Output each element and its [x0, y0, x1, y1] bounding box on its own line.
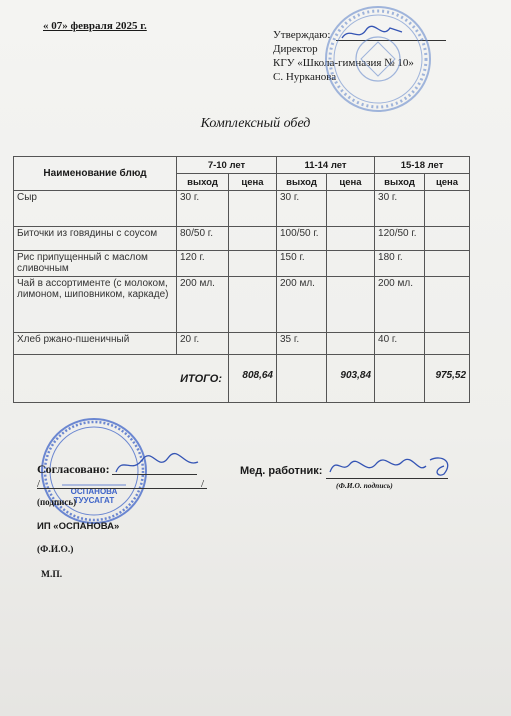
ip-stamp-name: ТУУСАГАТ	[73, 496, 115, 505]
document-title: Комплексный обед	[200, 116, 311, 131]
supplier-signature-icon	[112, 450, 202, 480]
price-cell	[425, 227, 470, 251]
fio-caption: (Ф.И.О.)	[37, 545, 74, 555]
seal-place-caption: М.П.	[41, 570, 63, 580]
price-cell	[425, 277, 470, 333]
school-stamp-icon	[323, 4, 433, 114]
approval-line: КГУ «Школа-гимназия № 10»	[273, 57, 414, 69]
table-row	[14, 277, 470, 333]
medic-signature-icon	[326, 452, 461, 482]
dish-name: Чай в ассортименте (с молоком, лимоном, шиповником, каркаде)	[14, 277, 177, 333]
price-cell	[229, 277, 277, 333]
yield-cell: 30 г.	[375, 191, 425, 227]
table-row	[14, 251, 470, 277]
menu-table	[13, 156, 470, 403]
price-cell	[327, 277, 375, 333]
total-value: 903,84	[327, 355, 375, 403]
empty-cell	[375, 355, 425, 403]
table-row	[14, 227, 470, 251]
signature-caption: (подпись)	[37, 497, 77, 507]
yield-cell: 30 г.	[177, 191, 229, 227]
age-group-header: 15-18 лет	[375, 157, 470, 174]
yield-cell: 20 г.	[177, 333, 229, 355]
table-row	[14, 333, 470, 355]
price-cell	[425, 251, 470, 277]
approval-line: Утверждаю:	[273, 29, 331, 41]
director-signature-icon	[338, 22, 408, 44]
dish-name: Рис припущенный с маслом сливочным	[14, 251, 177, 277]
medic-signature-caption: (Ф.И.О. подпись)	[336, 481, 393, 490]
price-cell	[327, 333, 375, 355]
total-row	[14, 355, 470, 403]
empty-cell	[277, 355, 327, 403]
yield-cell: 150 г.	[277, 251, 327, 277]
yield-cell: 200 мл.	[177, 277, 229, 333]
yield-cell: 200 мл.	[277, 277, 327, 333]
supplier-name: ИП «ОСПАНОВА»	[37, 521, 120, 532]
approval-line: С. Нурканова	[273, 71, 337, 83]
yield-cell: 120 г.	[177, 251, 229, 277]
supplier-name-line	[37, 488, 207, 489]
agreed-label: Согласовано:	[37, 462, 110, 476]
price-cell	[327, 191, 375, 227]
yield-cell: 35 г.	[277, 333, 327, 355]
total-label: ИТОГО:	[14, 355, 229, 403]
dish-name: Хлеб ржано-пшеничный	[14, 333, 177, 355]
total-value: 975,52	[425, 355, 470, 403]
price-cell	[229, 227, 277, 251]
price-cell	[425, 333, 470, 355]
price-header: цена	[327, 174, 375, 191]
age-group-header: 7-10 лет	[177, 157, 277, 174]
document-date: « 07» февраля 2025 г.	[43, 20, 147, 32]
yield-header: выход	[177, 174, 229, 191]
price-cell	[229, 251, 277, 277]
ip-stamp-name: ОСПАНОВА	[70, 487, 118, 496]
dish-column-header: Наименование блюд	[14, 157, 177, 191]
slash-mark: /	[37, 478, 41, 490]
yield-header: выход	[277, 174, 327, 191]
price-header: цена	[229, 174, 277, 191]
yield-cell: 100/50 г.	[277, 227, 327, 251]
price-cell	[229, 333, 277, 355]
dish-name: Биточки из говядины с соусом	[14, 227, 177, 251]
yield-header: выход	[375, 174, 425, 191]
yield-cell: 120/50 г.	[375, 227, 425, 251]
price-cell	[229, 191, 277, 227]
price-header: цена	[425, 174, 470, 191]
price-cell	[327, 227, 375, 251]
yield-cell: 40 г.	[375, 333, 425, 355]
approval-line: Директор	[273, 43, 318, 55]
medic-label: Мед. работник:	[240, 465, 323, 477]
total-value: 808,64	[229, 355, 277, 403]
yield-cell: 200 мл.	[375, 277, 425, 333]
dish-name: Сыр	[14, 191, 177, 227]
yield-cell: 30 г.	[277, 191, 327, 227]
age-group-header: 11-14 лет	[277, 157, 375, 174]
yield-cell: 80/50 г.	[177, 227, 229, 251]
price-cell	[327, 251, 375, 277]
yield-cell: 180 г.	[375, 251, 425, 277]
table-row	[14, 191, 470, 227]
slash-mark: /	[201, 478, 205, 490]
price-cell	[425, 191, 470, 227]
